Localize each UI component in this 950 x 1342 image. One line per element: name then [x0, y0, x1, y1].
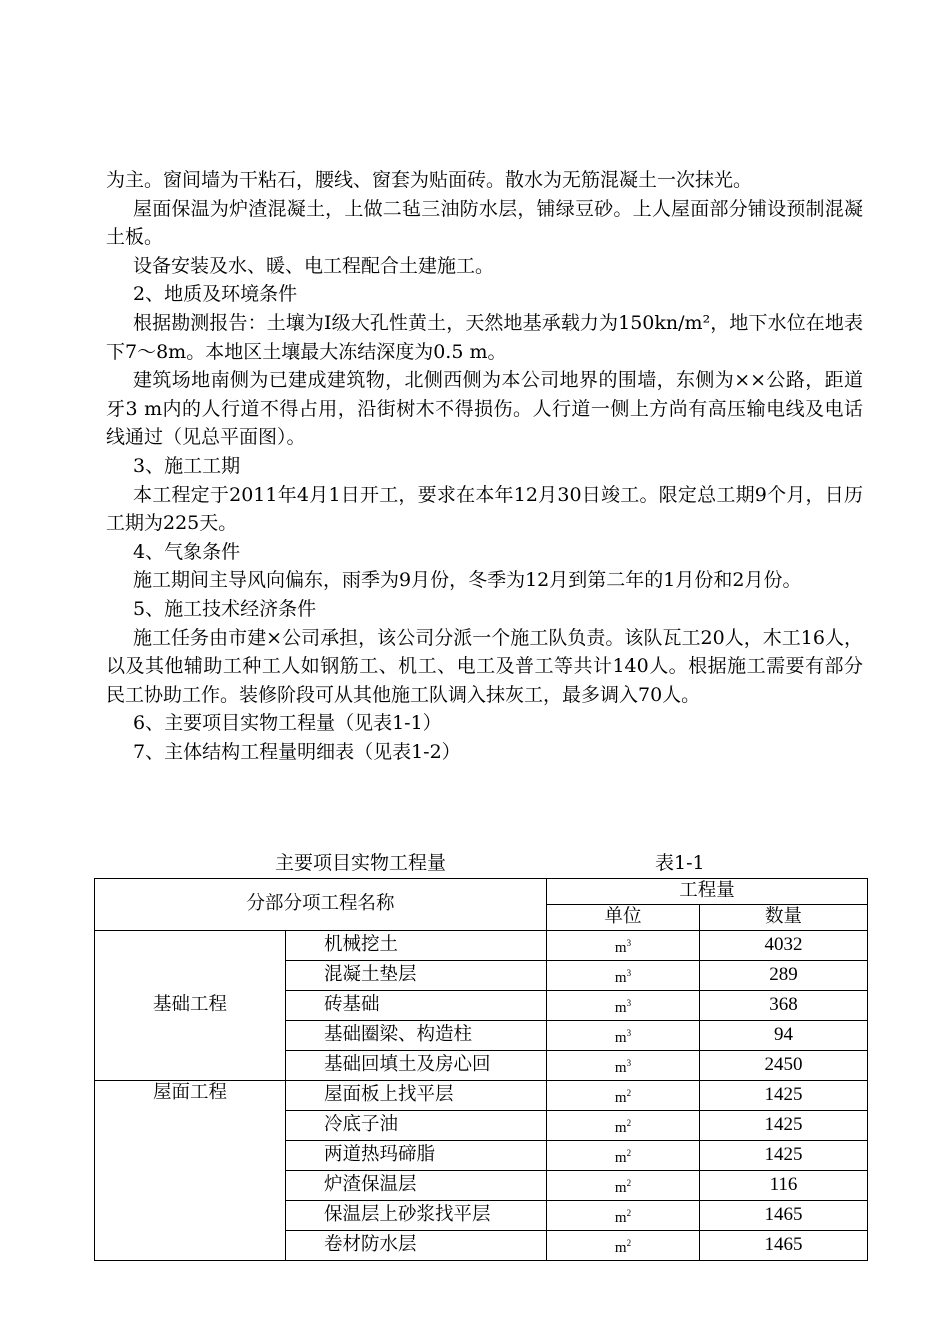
unit-exponent: 2 [626, 1117, 632, 1128]
paragraph: 根据勘测报告：土壤为Ⅰ级大孔性黄土，天然地基承载力为150kn/m²，地下水位在地表下7～8m。本地区土壤最大冻结深度为0.5 m。 [106, 311, 863, 363]
section-heading: 7、主体结构工程量明细表（见表1-2） [133, 740, 461, 763]
paragraph: 设备安装及水、暖、电工程配合土建施工。 [133, 254, 495, 277]
unit-base: m [614, 1089, 627, 1106]
item-cell: 冷底子油 [286, 1110, 547, 1140]
item-cell: 卷材防水层 [286, 1230, 547, 1260]
unit-exponent: 2 [626, 1147, 632, 1158]
unit-cell [547, 960, 700, 990]
unit-cell [547, 1050, 700, 1080]
unit-exponent: 3 [626, 997, 632, 1008]
item-cell: 炉渣保温层 [286, 1170, 547, 1200]
unit-base: m [614, 1059, 627, 1076]
section-heading: 2、地质及环境条件 [133, 283, 298, 306]
table-row [95, 1080, 868, 1110]
section-heading: 5、施工技术经济条件 [133, 597, 317, 620]
unit-cell [547, 1170, 700, 1200]
quantity-cell: 1465 [700, 1230, 868, 1260]
quantity-cell: 1425 [700, 1140, 868, 1170]
unit-base: m [614, 939, 627, 956]
category-cell: 屋面工程 [95, 1080, 286, 1260]
item-cell: 基础回填土及房心回 [286, 1050, 547, 1080]
unit-cell [547, 1200, 700, 1230]
table-row [95, 930, 868, 960]
unit-base: m [614, 1239, 627, 1256]
paragraph: 为主。窗间墙为干粘石，腰线、窗套为贴面砖。散水为无筋混凝土一次抹光。 [106, 169, 753, 191]
unit-cell [547, 930, 700, 960]
unit-exponent: 2 [626, 1087, 632, 1098]
unit-exponent: 3 [626, 1027, 632, 1038]
item-cell: 砖基础 [286, 990, 547, 1020]
table-number: 表1-1 [655, 852, 705, 874]
item-cell: 屋面板上找平层 [286, 1080, 547, 1110]
item-cell: 保温层上砂浆找平层 [286, 1200, 547, 1230]
item-cell: 两道热玛碲脂 [286, 1140, 547, 1170]
unit-cell [547, 1140, 700, 1170]
unit-base: m [614, 1179, 627, 1196]
quantity-cell: 4032 [700, 930, 868, 960]
unit-exponent: 3 [626, 937, 632, 948]
unit-cell [547, 1080, 700, 1110]
paragraph: 屋面保温为炉渣混凝土，上做二毡三油防水层，铺绿豆砂。上人屋面部分铺设预制混凝土板。 [106, 197, 863, 249]
header-name: 分部分项工程名称 [95, 879, 547, 931]
unit-base: m [614, 969, 627, 986]
quantity-cell: 1425 [700, 1110, 868, 1140]
item-cell: 基础圈梁、构造柱 [286, 1020, 547, 1050]
category-cell: 基础工程 [95, 930, 286, 1080]
unit-exponent: 2 [626, 1207, 632, 1218]
section-heading: 3、施工工期 [133, 454, 241, 477]
unit-exponent: 2 [626, 1237, 632, 1248]
paragraph: 本工程定于2011年4月1日开工，要求在本年12月30日竣工。限定总工期9个月，日历工期为225天。 [106, 483, 863, 535]
unit-base: m [614, 1209, 627, 1226]
unit-base: m [614, 1029, 627, 1046]
quantity-cell: 94 [700, 1020, 868, 1050]
paragraph: 施工任务由市建×公司承担，该公司分派一个施工队负责。该队瓦工20人，木工16人，以及其他辅助工种工人如钢筋工、机工、电工及普工等共计140人。根据施工需要有部分民工协助工作。装修阶段可从其他施工队调入抹灰工，最多调入70人。 [106, 626, 863, 706]
unit-cell [547, 1110, 700, 1140]
unit-base: m [614, 1119, 627, 1136]
paragraph: 建筑场地南侧为已建成建筑物，北侧西侧为本公司地界的围墙，东侧为××公路，距道牙3 m内的人行道不得占用，沿街树木不得损伤。人行道一侧上方尚有高压输电线及电话线通过（见总平面图）。 [106, 369, 863, 449]
quantity-cell: 2450 [700, 1050, 868, 1080]
table-header-row [95, 879, 868, 905]
unit-exponent: 2 [626, 1177, 632, 1188]
header-unit: 单位 [547, 904, 700, 930]
unit-exponent: 3 [626, 1057, 632, 1068]
table-caption: 主要项目实物工程量 [275, 852, 447, 874]
unit-cell [547, 1230, 700, 1260]
quantity-cell: 116 [700, 1170, 868, 1200]
section-heading: 6、主要项目实物工程量（见表1-1） [133, 712, 442, 735]
item-cell: 混凝土垫层 [286, 960, 547, 990]
quantity-cell: 1425 [700, 1080, 868, 1110]
unit-cell [547, 990, 700, 1020]
unit-base: m [614, 1149, 627, 1166]
header-quantity: 数量 [700, 904, 868, 930]
item-cell: 机械挖土 [286, 930, 547, 960]
section-heading: 4、气象条件 [133, 540, 241, 563]
unit-base: m [614, 999, 627, 1016]
unit-exponent: 3 [626, 967, 632, 978]
header-quantity-group: 工程量 [547, 879, 868, 905]
unit-cell [547, 1020, 700, 1050]
quantity-cell: 368 [700, 990, 868, 1020]
quantity-cell: 1465 [700, 1200, 868, 1230]
paragraph: 施工期间主导风向偏东，雨季为9月份，冬季为12月到第二年的1月份和2月份。 [133, 569, 802, 592]
quantity-cell: 289 [700, 960, 868, 990]
quantity-table [94, 878, 868, 1261]
body-text [106, 166, 863, 766]
